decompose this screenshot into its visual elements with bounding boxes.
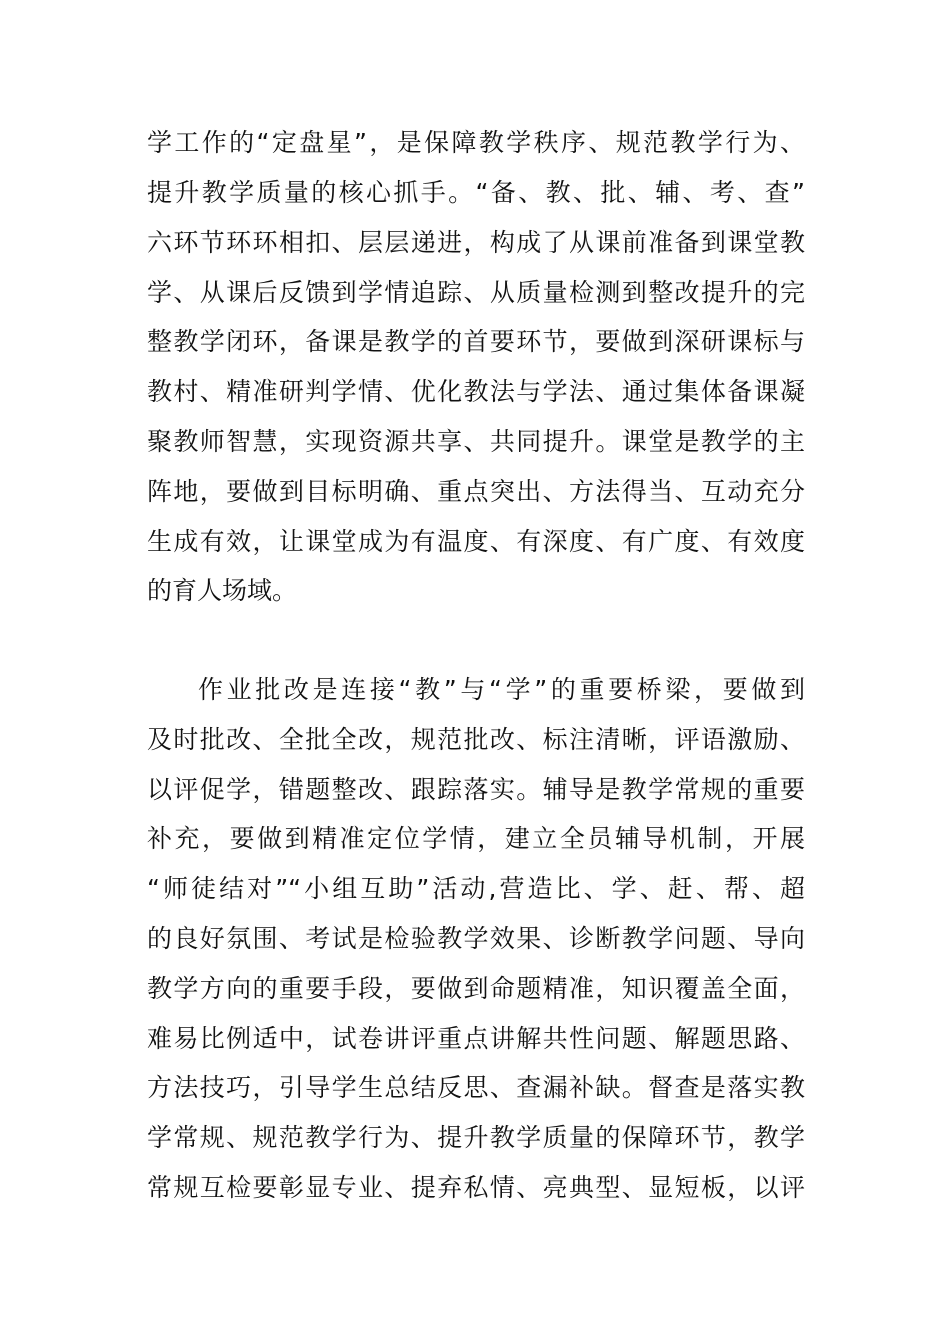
text-line: 聚教师智慧，实现资源共享、共同提升。课堂是教学的主 <box>147 427 805 456</box>
text-line: 学、从课后反馈到学情追踪、从质量检测到整改提升的完 <box>147 278 805 307</box>
text-line: 学常规、规范教学行为、提升教学质量的保障环节，教学 <box>147 1123 805 1152</box>
text-line: 及时批改、全批全改，规范批改、标注清晰，评语激励、 <box>147 725 805 754</box>
text-line: 生成有效，让课堂成为有温度、有深度、有广度、有效度 <box>147 527 805 556</box>
text-line: “师徒结对”“小组互助”活动,营造比、学、赶、帮、超 <box>147 874 805 903</box>
text-line: 以评促学，错题整改、跟踪落实。辅导是教学常规的重要 <box>147 775 805 804</box>
text-line: 的育人场域。 <box>147 576 298 605</box>
text-line: 学工作的“定盘星”，是保障教学秩序、规范教学行为、 <box>147 128 805 157</box>
text-line: 六环节环环相扣、层层递进，构成了从课前准备到课堂教 <box>147 228 805 257</box>
text-line: 作业批改是连接“教”与“学”的重要桥梁，要做到 <box>198 675 805 704</box>
text-line: 补充，要做到精准定位学情，建立全员辅导机制，开展 <box>147 824 805 853</box>
text-line: 难易比例适中，试卷讲评重点讲解共性问题、解题思路、 <box>147 1024 805 1053</box>
text-line: 教学方向的重要手段，要做到命题精准，知识覆盖全面， <box>147 974 805 1003</box>
text-line: 阵地，要做到目标明确、重点突出、方法得当、互动充分 <box>147 477 805 506</box>
text-line: 整教学闭环，备课是教学的首要环节，要做到深研课标与 <box>147 327 805 356</box>
text-line: 教村、精准研判学情、优化教法与学法、通过集体备课凝 <box>147 377 805 406</box>
text-line: 常规互检要彰显专业、提弃私情、亮典型、显短板，以评 <box>147 1173 805 1202</box>
text-line: 提升教学质量的核心抓手。“备、教、批、辅、考、查” <box>147 178 805 207</box>
text-line: 的良好氛围、考试是检验教学效果、诊断教学问题、导向 <box>147 924 805 953</box>
text-line: 方法技巧，引导学生总结反思、查漏补缺。督查是落实教 <box>147 1073 805 1102</box>
